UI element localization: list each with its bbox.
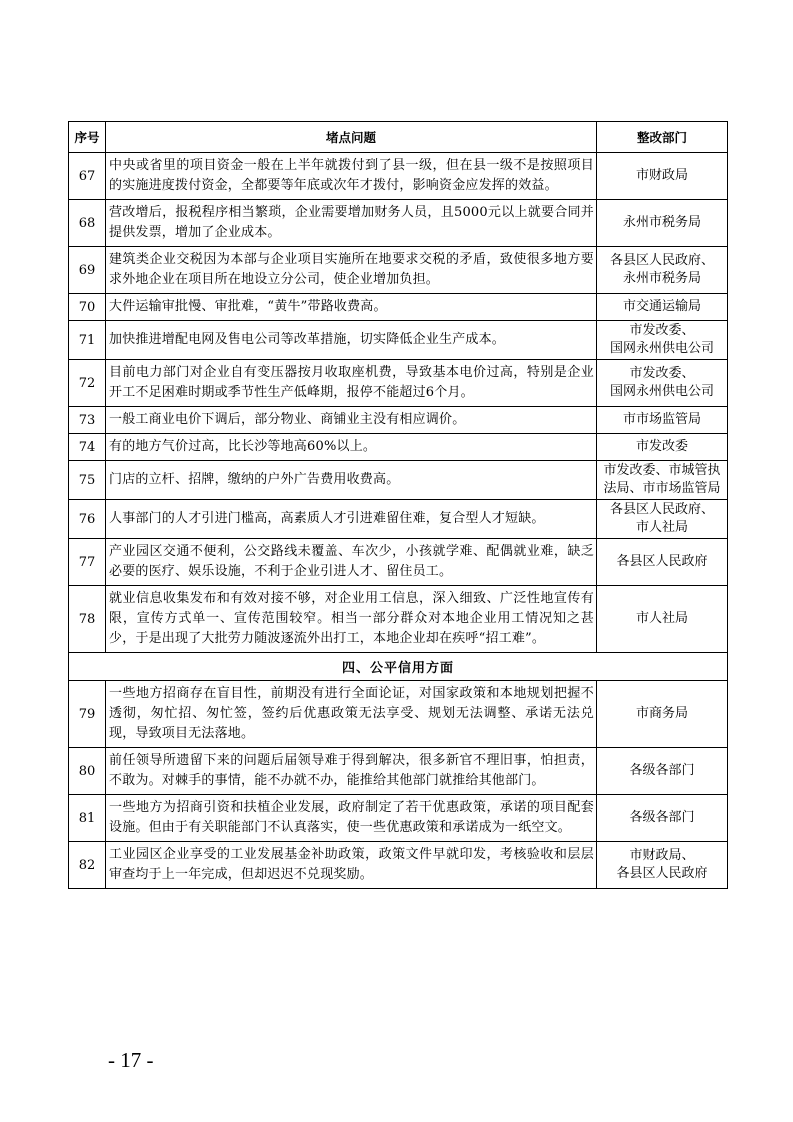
problem-text: 目前电力部门对企业自有变压器按月收取座机费，导致基本电价过高，特别是企业开工不足困难时期或季节性生产低峰期，报停不能超过6个月。 [106,360,597,407]
dept-line: 各级各部门 [629,763,695,778]
row-number: 69 [69,247,106,294]
table-row [69,153,728,200]
dept-cell [597,434,728,461]
row-number: 75 [69,461,106,500]
section-title: 四、公平信用方面 [69,653,728,681]
problem-text: 营改增后，报税程序相当繁琐，企业需要增加财务人员，且5000元以上就要合同并提供发票，增加了企业成本。 [106,200,597,247]
dept-line: 永州市税务局 [622,215,701,230]
dept-line: 市市场监管局 [622,412,701,427]
row-number: 73 [69,407,106,434]
dept-cell [597,586,728,653]
dept-line: 市人社局 [635,520,688,535]
dept-line: 市发改委 [635,439,688,454]
row-number: 79 [69,681,106,748]
table-row [69,681,728,748]
dept-line: 各县区人民政府 [616,554,708,569]
row-number: 72 [69,360,106,407]
dept-cell [597,407,728,434]
dept-line: 法局、市市场监管局 [603,481,721,496]
dept-cell [597,153,728,200]
table-row [69,748,728,795]
problem-text: 有的地方气价过高，比长沙等地高60%以上。 [106,434,597,461]
row-number: 71 [69,321,106,360]
dept-line: 市财政局 [635,168,688,183]
problem-text: 中央或省里的项目资金一般在上半年就拨付到了县一级，但在县一级不是按照项目的实施进度拨付资金，全都要等年底或次年才拨付，影响资金应发挥的效益。 [106,153,597,200]
dept-line: 国网永州供电公司 [609,341,714,356]
dept-line: 市商务局 [635,706,688,721]
dept-cell [597,360,728,407]
dept-line: 市财政局、 [629,848,695,863]
table-row [69,500,728,539]
dept-line: 市发改委、 [629,366,695,381]
row-number: 68 [69,200,106,247]
dept-line: 各级各部门 [629,810,695,825]
col-header-num: 序号 [69,122,106,153]
dept-cell [597,200,728,247]
table-row [69,795,728,842]
row-number: 74 [69,434,106,461]
table-row [69,294,728,321]
problem-text: 人事部门的人才引进门槛高，高素质人才引进难留住难，复合型人才短缺。 [106,500,597,539]
section-row [69,653,728,681]
col-header-dept: 整改部门 [597,122,728,153]
dept-line: 市发改委、市城管执 [603,463,721,478]
problem-text: 就业信息收集发布和有效对接不够，对企业用工信息，深入细致、广泛性地宣传有限，宣传方式单一、宣传范围较窄。相当一部分群众对本地企业用工情况知之甚少，于是出现了大批劳力随波逐流外出打工，本地企业却在疾呼“招工难”。 [106,586,597,653]
table-row [69,539,728,586]
problem-text: 加快推进增配电网及售电公司等改革措施，切实降低企业生产成本。 [106,321,597,360]
dept-cell [597,247,728,294]
dept-cell [597,748,728,795]
problem-text: 建筑类企业交税因为本部与企业项目实施所在地要求交税的矛盾，致使很多地方要求外地企业在项目所在地设立分公司，使企业增加负担。 [106,247,597,294]
dept-cell [597,461,728,500]
problem-text: 大件运输审批慢、审批难，“黄牛”带路收费高。 [106,294,597,321]
table-row [69,200,728,247]
dept-line: 各县区人民政府 [616,866,708,881]
page-number: - 17 - [108,1048,154,1072]
dept-line: 各县区人民政府、 [609,502,714,517]
table-row [69,586,728,653]
dept-cell [597,795,728,842]
table-row [69,842,728,889]
row-number: 82 [69,842,106,889]
header-row [69,122,728,153]
dept-cell [597,681,728,748]
table-row [69,461,728,500]
dept-cell [597,539,728,586]
row-number: 77 [69,539,106,586]
problem-text: 一般工商业电价下调后，部分物业、商铺业主没有相应调价。 [106,407,597,434]
table-row [69,407,728,434]
row-number: 70 [69,294,106,321]
problem-text: 工业园区企业享受的工业发展基金补助政策，政策文件早就印发，考核验收和层层审查均于上一年完成，但却迟迟不兑现奖励。 [106,842,597,889]
table-row [69,434,728,461]
dept-cell [597,294,728,321]
problem-text: 门店的立杆、招牌，缴纳的户外广告费用收费高。 [106,461,597,500]
problem-text: 产业园区交通不便利，公交路线未覆盖、车次少，小孩就学难、配偶就业难，缺乏必要的医疗、娱乐设施，不利于企业引进人才、留住员工。 [106,539,597,586]
issues-table [68,121,728,889]
row-number: 67 [69,153,106,200]
dept-line: 国网永州供电公司 [609,384,714,399]
dept-cell [597,500,728,539]
table-row [69,360,728,407]
row-number: 76 [69,500,106,539]
row-number: 80 [69,748,106,795]
dept-line: 永州市税务局 [622,271,701,286]
col-header-problem: 堵点问题 [106,122,597,153]
table-row [69,247,728,294]
row-number: 81 [69,795,106,842]
dept-line: 市人社局 [635,611,688,626]
dept-cell [597,842,728,889]
dept-line: 各县区人民政府、 [609,253,714,268]
dept-cell [597,321,728,360]
table-row [69,321,728,360]
problem-text: 前任领导所遗留下来的问题后届领导难于得到解决，很多新官不理旧事，怕担责，不敢为。对棘手的事情，能不办就不办，能推给其他部门就推给其他部门。 [106,748,597,795]
problem-text: 一些地方为招商引资和扶植企业发展，政府制定了若干优惠政策，承诺的项目配套设施。但由于有关职能部门不认真落实，使一些优惠政策和承诺成为一纸空文。 [106,795,597,842]
dept-line: 市发改委、 [629,323,695,338]
problem-text: 一些地方招商存在盲目性，前期没有进行全面论证，对国家政策和本地规划把握不透彻，匆忙招、匆忙签，签约后优惠政策无法享受、规划无法调整、承诺无法兑现，导致项目无法落地。 [106,681,597,748]
row-number: 78 [69,586,106,653]
dept-line: 市交通运输局 [622,299,701,314]
